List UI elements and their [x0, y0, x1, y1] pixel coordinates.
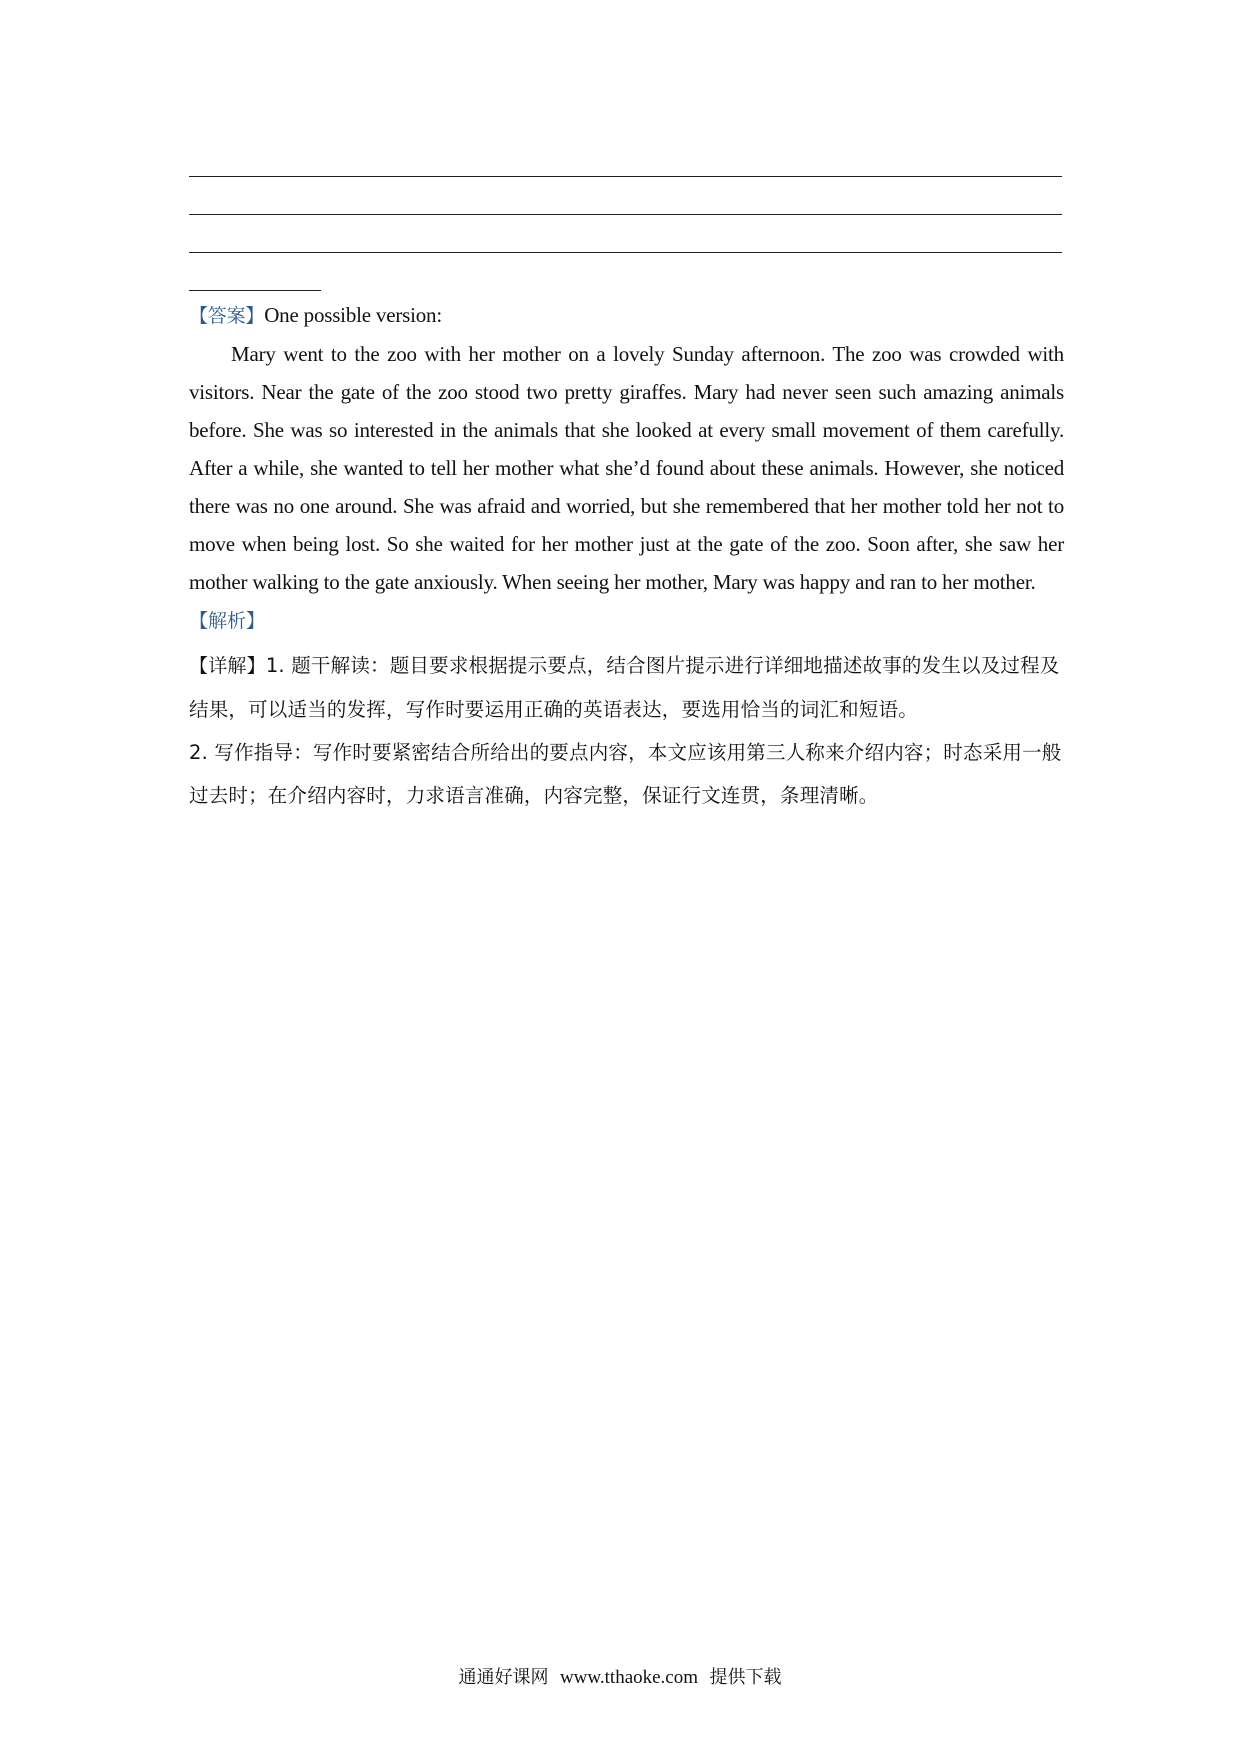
analysis-point-2: 2. 写作指导：写作时要紧密结合所给出的要点内容，本文应该用第三人称来介绍内容；时态采用一般过去时；在介绍内容时，力求语言准确，内容完整，保证行文连贯，条理清晰。 — [189, 741, 1062, 807]
analysis-tag: 【解析】 — [189, 610, 266, 632]
answer-tag: 【答案】 — [189, 305, 265, 327]
footer-url[interactable]: www.tthaoke.com — [559, 1667, 699, 1688]
writing-line-3 — [189, 252, 1062, 253]
answer-intro: One possible version: — [264, 303, 442, 327]
footer-site-name: 通通好课网 — [458, 1667, 549, 1688]
answer-content — [189, 296, 1064, 817]
page-footer — [0, 1663, 1240, 1689]
analysis-detail — [189, 644, 1064, 817]
analysis-heading — [189, 601, 1064, 640]
detail-tag: 【详解】 — [189, 655, 266, 677]
writing-line-1 — [189, 176, 1062, 177]
analysis-point-1 — [189, 644, 1064, 731]
essay-paragraph: Mary went to the zoo with her mother on a lovely Sunday afternoon. The zoo was crowded with visitors. Near the gate of the zoo stood two pretty giraffes. Mary had never seen such amazing animals before. She was so interested in the animals that she looked at every small movement of them carefully. After a while, she wanted to tell her mother what she’d found about these animals. However, she noticed there was no one around. She was afraid and worried, but she remembered that her mother told her not to move when being lost. So she waited for her mother just at the gate of the zoo. Soon after, she saw her mother walking to the gate anxiously. When seeing her mother, Mary was happy and ran to her mother. — [189, 342, 1064, 594]
writing-line-4 — [189, 290, 321, 291]
writing-line-2 — [189, 214, 1062, 215]
point-1-text: 1. 题干解读：题目要求根据提示要点，结合图片提示进行详细地描述故事的发生以及过程及结果，可以适当的发挥，写作时要运用正确的英语表达，要选用恰当的词汇和短语。 — [189, 654, 1060, 721]
answer-heading — [189, 296, 1064, 335]
footer-suffix: 提供下载 — [709, 1667, 782, 1688]
